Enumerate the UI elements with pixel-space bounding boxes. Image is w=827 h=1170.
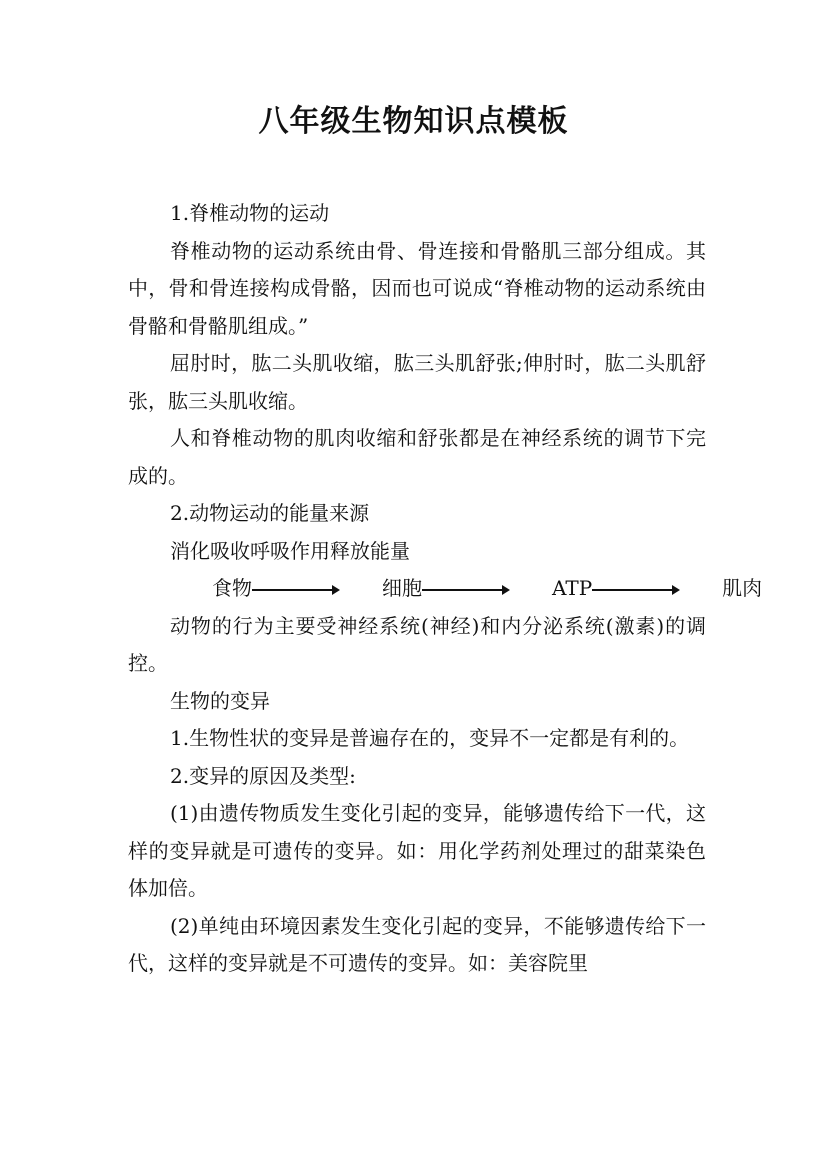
paragraph-motor-system: 脊椎动物的运动系统由骨、骨连接和骨骼肌三部分组成。其中，骨和骨连接构成骨骼，因而也可说成“脊椎动物的运动系统由骨骼和骨骼肌组成。” <box>128 238 706 338</box>
paragraph-variation-common: 1.生物性状的变异是普遍存在的，变异不一定都是有利的。 <box>170 726 690 750</box>
arrow-right-icon <box>592 580 680 600</box>
paragraph-energy-process: 消化吸收呼吸作用释放能量 <box>170 538 410 563</box>
section-heading-vertebrate-movement: 1.脊椎动物的运动 <box>170 201 330 225</box>
energy-chain-food: 食物 <box>212 576 252 600</box>
section-heading-variation: 生物的变异 <box>170 688 270 713</box>
section-heading-energy-source: 2.动物运动的能量来源 <box>170 501 370 525</box>
paragraph-nonheritable-variation: (2)单纯由环境因素发生变化引起的变异，不能够遗传给下一代，这样的变异就是不可遗传的变异。如：美容院里 <box>128 913 706 975</box>
arrow-right-icon <box>252 580 340 600</box>
paragraph-variation-causes: 2.变异的原因及类型: <box>170 763 356 788</box>
document-title: 八年级生物知识点模板 <box>258 104 569 139</box>
energy-chain-muscle: 肌肉 <box>722 576 763 600</box>
energy-chain-atp: ATP <box>552 576 593 600</box>
arrow-right-icon <box>422 580 510 600</box>
paragraph-heritable-variation: (1)由遗传物质发生变化引起的变异，能够遗传给下一代，这样的变异就是可遗传的变异。如：用化学药剂处理过的甜菜染色体加倍。 <box>128 801 706 900</box>
energy-chain-cell: 细胞 <box>382 576 422 600</box>
energy-chain-line <box>128 570 763 608</box>
paragraph-nervous-control: 人和脊椎动物的肌肉收缩和舒张都是在神经系统的调节下完成的。 <box>128 426 706 488</box>
paragraph-elbow-flexion: 屈肘时，肱二头肌收缩，肱三头肌舒张;伸肘时，肱二头肌舒张，肱三头肌收缩。 <box>128 351 706 413</box>
document-body <box>128 195 763 983</box>
paragraph-behavior-control: 动物的行为主要受神经系统(神经)和内分泌系统(激素)的调控。 <box>128 613 706 675</box>
